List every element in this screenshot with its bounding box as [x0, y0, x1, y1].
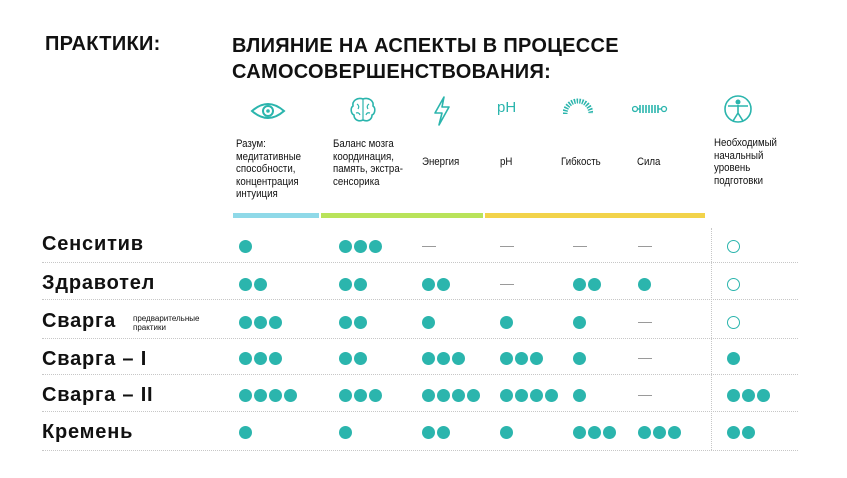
no-effect-dash — [500, 284, 514, 285]
rating-cell — [573, 276, 601, 292]
rating-cell — [239, 276, 267, 292]
column-ph-label: pH — [500, 156, 513, 168]
row-label-zdravotel: Здравотел — [42, 272, 156, 294]
rating-dot — [638, 278, 651, 291]
rating-cell — [727, 424, 755, 440]
rating-cell — [422, 276, 450, 292]
rating-cell — [500, 314, 513, 330]
rating-dot — [422, 426, 435, 439]
rating-dot — [354, 389, 367, 402]
row-divider — [42, 450, 798, 451]
rating-cell — [500, 350, 543, 366]
rating-cell — [573, 350, 586, 366]
rating-cell — [638, 424, 681, 440]
row-divider — [42, 411, 798, 412]
rating-cell — [339, 314, 367, 330]
rating-cell — [500, 276, 514, 292]
rating-dot — [269, 352, 282, 365]
rating-cell — [727, 350, 740, 366]
rating-cell — [422, 424, 450, 440]
row-sublabel-preliminary: предварительные практики — [133, 314, 200, 332]
rating-dot — [422, 352, 435, 365]
brain-energy-group-bar — [321, 213, 483, 218]
rating-dot — [530, 389, 543, 402]
rating-cell — [638, 314, 652, 330]
spring-icon — [632, 102, 668, 120]
ph-icon: pH — [497, 99, 517, 116]
rating-dot — [573, 426, 586, 439]
open-circle-icon — [727, 278, 740, 291]
no-effect-dash — [638, 322, 652, 323]
no-effect-dash — [500, 246, 514, 247]
rating-cell — [339, 238, 382, 254]
rating-dot — [603, 426, 616, 439]
row-label-kremen: Кремень — [42, 421, 134, 443]
column-flexibility-label: Гибкость — [561, 156, 601, 168]
rating-dot — [437, 352, 450, 365]
rating-cell — [339, 424, 352, 440]
column-mind-label: Разум: медитативные способности, концентрация интуиция — [236, 138, 302, 200]
rating-cell — [727, 238, 740, 254]
rating-dot — [239, 426, 252, 439]
no-effect-dash — [573, 246, 587, 247]
rating-cell — [727, 314, 740, 330]
rating-dot — [500, 389, 513, 402]
rating-dot — [239, 316, 252, 329]
rating-dot — [239, 240, 252, 253]
rating-dot — [638, 426, 651, 439]
rating-dot — [254, 316, 267, 329]
rating-dot — [254, 389, 267, 402]
rating-dot — [742, 426, 755, 439]
rating-dot — [339, 352, 352, 365]
rating-cell — [339, 387, 382, 403]
rating-cell — [422, 314, 435, 330]
rating-dot — [339, 389, 352, 402]
rating-dot — [500, 352, 513, 365]
rating-dot — [284, 389, 297, 402]
brain-icon — [348, 95, 378, 130]
eye-icon — [250, 101, 286, 126]
spring-arch-icon — [563, 97, 593, 120]
rating-dot — [369, 389, 382, 402]
rating-dot — [339, 316, 352, 329]
rating-dot — [500, 316, 513, 329]
column-brain-balance-label: Баланс мозга координация, память, экстра-сенсорика — [333, 138, 403, 188]
no-effect-dash — [638, 358, 652, 359]
rating-dot — [588, 278, 601, 291]
vitruvian-man-icon — [723, 94, 753, 129]
row-divider — [42, 262, 798, 263]
rating-cell — [573, 424, 616, 440]
rating-dot — [437, 389, 450, 402]
rating-cell — [638, 350, 652, 366]
rating-dot — [239, 352, 252, 365]
rating-dot — [339, 278, 352, 291]
rating-cell — [422, 387, 480, 403]
rating-cell — [239, 424, 252, 440]
rating-cell — [422, 350, 465, 366]
rating-dot — [269, 316, 282, 329]
rating-dot — [588, 426, 601, 439]
rating-cell — [573, 238, 587, 254]
rating-dot — [727, 352, 740, 365]
rating-dot — [727, 389, 740, 402]
rating-dot — [573, 316, 586, 329]
rating-dot — [437, 426, 450, 439]
rating-dot — [269, 389, 282, 402]
rating-cell — [339, 350, 367, 366]
rating-dot — [254, 352, 267, 365]
rating-cell — [573, 387, 586, 403]
rating-dot — [422, 389, 435, 402]
row-label-svarga: Сварга — [42, 310, 117, 332]
row-divider — [42, 374, 798, 375]
row-divider — [42, 299, 798, 300]
rating-dot — [452, 352, 465, 365]
no-effect-dash — [638, 246, 652, 247]
rating-cell — [239, 314, 282, 330]
rating-cell — [239, 350, 282, 366]
column-strength-label: Сила — [637, 156, 661, 168]
rating-dot — [369, 240, 382, 253]
rating-cell — [727, 276, 740, 292]
rating-cell — [638, 387, 652, 403]
rating-dot — [239, 389, 252, 402]
rating-dot — [254, 278, 267, 291]
rating-cell — [500, 387, 558, 403]
rating-dot — [437, 278, 450, 291]
body-group-bar — [485, 213, 705, 218]
rating-dot — [653, 426, 666, 439]
open-circle-icon — [727, 240, 740, 253]
rating-cell — [638, 276, 651, 292]
rating-dot — [515, 389, 528, 402]
rating-dot — [354, 352, 367, 365]
rating-dot — [339, 240, 352, 253]
practices-heading: ПРАКТИКИ: — [45, 33, 161, 55]
open-circle-icon — [727, 316, 740, 329]
rating-dot — [757, 389, 770, 402]
lightning-icon — [432, 96, 452, 131]
rating-dot — [573, 278, 586, 291]
rating-dot — [339, 426, 352, 439]
rating-dot — [515, 352, 528, 365]
rating-cell — [239, 387, 297, 403]
no-effect-dash — [422, 246, 436, 247]
rating-dot — [573, 352, 586, 365]
rating-cell — [339, 276, 367, 292]
row-divider — [42, 338, 798, 339]
column-required-level-label: Необходимый начальный уровень подготовки — [714, 137, 777, 187]
row-label-svarga-2: Сварга – II — [42, 384, 154, 406]
rating-cell — [422, 238, 436, 254]
rating-dot — [668, 426, 681, 439]
rating-dot — [545, 389, 558, 402]
rating-dot — [467, 389, 480, 402]
rating-cell — [500, 238, 514, 254]
rating-dot — [452, 389, 465, 402]
rating-cell — [239, 238, 252, 254]
rating-cell — [638, 238, 652, 254]
rating-dot — [573, 389, 586, 402]
rating-dot — [239, 278, 252, 291]
rating-dot — [727, 426, 740, 439]
row-label-svarga-1: Сварга – I — [42, 348, 148, 370]
rating-dot — [354, 240, 367, 253]
no-effect-dash — [638, 395, 652, 396]
rating-dot — [422, 316, 435, 329]
rating-dot — [354, 316, 367, 329]
rating-dot — [500, 426, 513, 439]
rating-cell — [500, 424, 513, 440]
rating-dot — [354, 278, 367, 291]
influence-heading: ВЛИЯНИЕ НА АСПЕКТЫ В ПРОЦЕССЕ САМОСОВЕРШЕНСТВОВАНИЯ: — [232, 35, 619, 83]
rating-dot — [742, 389, 755, 402]
rating-dot — [530, 352, 543, 365]
mind-group-bar — [233, 213, 319, 218]
rating-dot — [422, 278, 435, 291]
row-label-sensitive: Сенситив — [42, 233, 144, 255]
rating-cell — [573, 314, 586, 330]
column-energy-label: Энергия — [422, 156, 460, 168]
rating-cell — [727, 387, 770, 403]
